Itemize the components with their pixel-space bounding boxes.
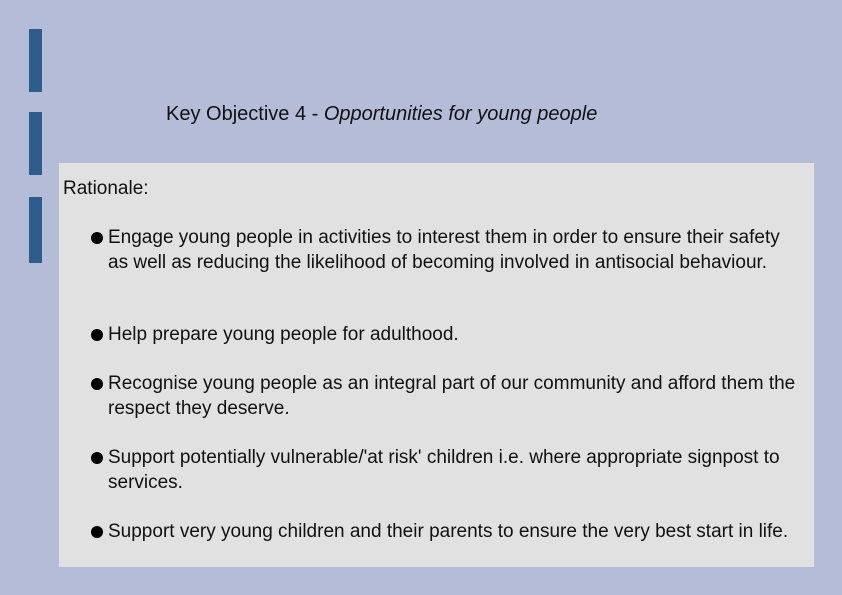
slide-title-emphasis: Opportunities for young people <box>323 103 598 125</box>
bullet-item <box>90 520 800 545</box>
bullet-item <box>90 226 800 275</box>
bullet-text: Support very young children and their parents to ensure the very best start in life. <box>108 521 789 542</box>
bullet-dot-icon <box>91 378 103 390</box>
bullet-item <box>90 372 800 421</box>
bullet-item <box>90 446 800 495</box>
bullet-dot-icon <box>91 526 103 538</box>
content-panel <box>59 163 814 567</box>
accent-bar-bottom <box>29 197 42 263</box>
bullet-text: Help prepare young people for adulthood. <box>108 324 459 345</box>
bullet-text: Recognise young people as an integral part of our community and afford them the respect they deserve. <box>108 373 796 419</box>
bullet-text: Support potentially vulnerable/'at risk' children i.e. where appropriate signpost to services. <box>108 447 780 493</box>
bullet-list <box>59 163 814 567</box>
accent-bar-top <box>29 29 42 92</box>
rationale-label: Rationale: <box>63 178 149 199</box>
bullet-dot-icon <box>91 329 103 341</box>
bullet-item <box>90 323 800 348</box>
slide-title-prefix: Key Objective 4 - <box>166 103 324 125</box>
bullet-dot-icon <box>91 452 103 464</box>
bullet-dot-icon <box>91 232 103 244</box>
accent-bar-middle <box>29 112 42 175</box>
bullet-text: Engage young people in activities to interest them in order to ensure their safety as well as reducing the likelihood of becoming involved in antisocial behaviour. <box>108 227 780 273</box>
